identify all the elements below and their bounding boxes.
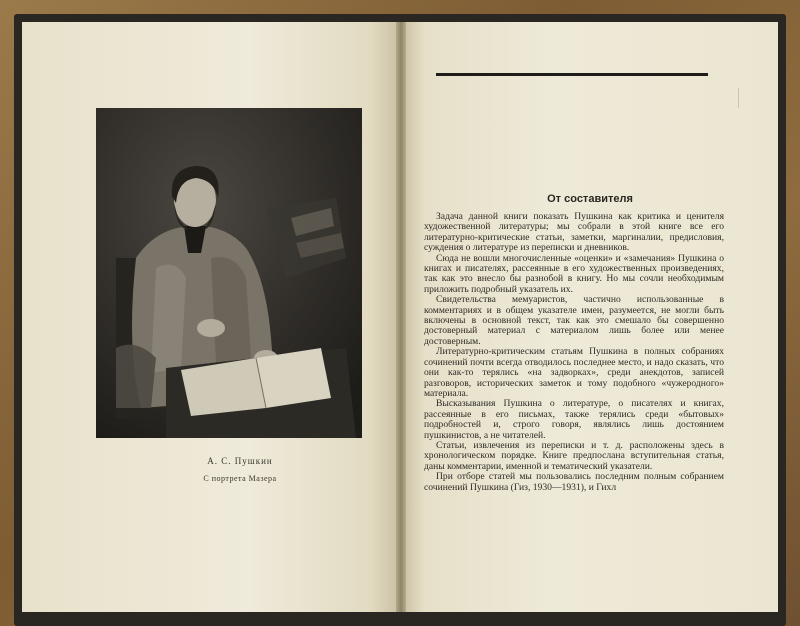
section-heading: От составителя — [547, 193, 633, 205]
paragraph: Сюда не вошли многочисленные «оценки» и «замечания» Пушкина о книгах и писателях, рассеянные в его художественных произведениях, так как это внесло бы разнобой в книгу. Но мы сочли необходимым приложить подробный указатель их. — [424, 252, 724, 295]
portrait-image — [96, 108, 362, 438]
portrait-caption-name: А. С. Пушкин — [207, 456, 273, 466]
paragraph: При отборе статей мы пользовались последним полным собранием сочинений Пушкина (Гиз, 1930—1931), и Гихл — [424, 471, 724, 493]
portrait-caption-source: С портрета Мазера — [203, 474, 277, 483]
paragraph: Свидетельства мемуаристов, частично использованные в комментариях и в общем указателе имен, разумеется, не могли быть включены в основной текст, так как это смешало бы совершенно достоверный материал с материалом лишь более или менее достоверным. — [424, 294, 724, 347]
portrait-illustration — [96, 108, 362, 438]
paragraph: Литературно-критическим статьям Пушкина в полных собраниях сочинений почти всегда отводилось последнее место, и надо сказать, что они как-то терялись «на задворках», среди анекдотов, записей разговоров, исторических заметок и тому подобного «чужеродного» материала. — [424, 346, 724, 399]
body-text — [424, 212, 724, 493]
page-fold-mark — [738, 88, 753, 108]
header-rule — [436, 73, 708, 76]
paragraph: Задача данной книги показать Пушкина как критика и ценителя художественной литературы; мы собрали в этой книге все его литературно-критические статьи, заметки, маргиналии, предисловия, суждения о литературе из переписки и дневников. — [424, 211, 724, 254]
book-gutter — [396, 22, 406, 612]
paragraph: Высказывания Пушкина о литературе, о писателях и книгах, рассеянные в его письмах, также терялись среди «бытовых» подробностей и, строго говоря, являлись лишь достоянием пушкинистов, а не читателей. — [424, 398, 724, 441]
paragraph: Статьи, извлечения из переписки и т. д. расположены здесь в хронологическом порядке. Книге предпослана вступительная статья, даны комментарии, именной и тематический указатели. — [424, 439, 724, 472]
